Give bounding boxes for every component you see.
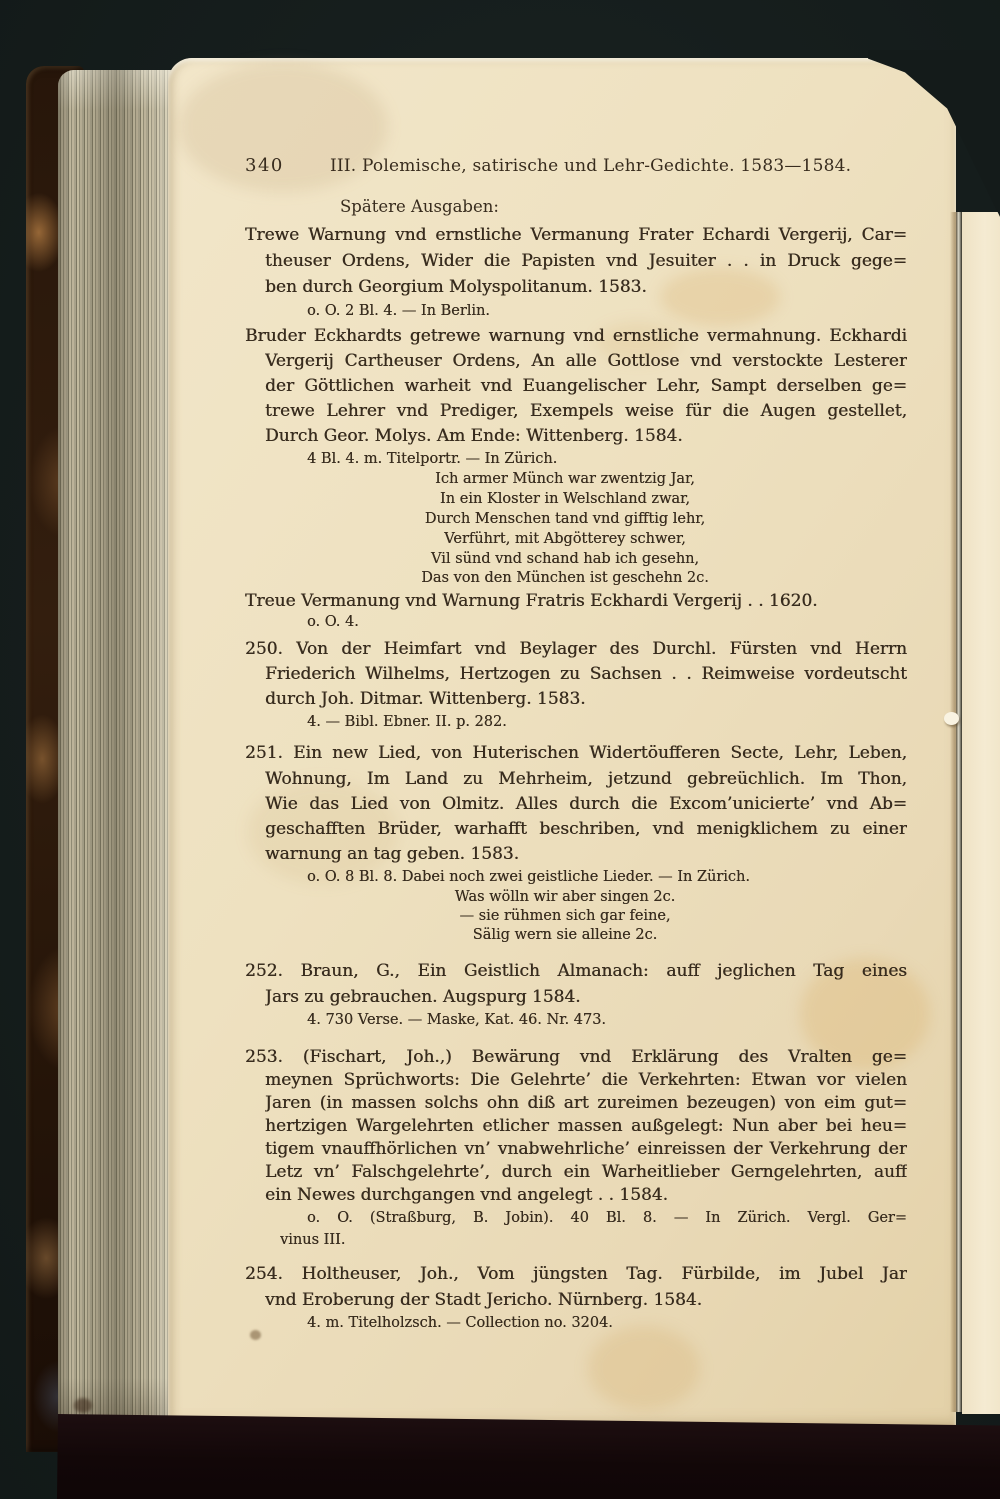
bib-line: Jars zu gebrauchen. Augspurg 1584. (265, 987, 581, 1007)
verse-line: Sälig wern sie alleine 2c. (472, 927, 658, 943)
verse-line: Was wölln wir aber singen 2c. (454, 889, 676, 905)
bib-line: der Göttlichen warheit vnd Euangelischer Lehr, Sampt derselben ge= (265, 376, 907, 396)
bib-line: Friederich Wilhelms, Hertzogen zu Sachsen . . Reimweise vordeutscht (265, 664, 907, 684)
bib-line: vnd Eroberung der Stadt Jericho. Nürnberg. 1584. (265, 1290, 703, 1310)
bib-line: meynen Sprüchworts: Die Gelehrte’ die Verkehrten: Etwan vor vielen (265, 1070, 907, 1090)
verse-line: Ich armer Münch war zwentzig Jar, (435, 471, 695, 487)
bib-note: o. O. 8 Bl. 8. Dabei noch zwei geistliche Lieder. — In Zürich. (307, 869, 750, 885)
bib-line: Jaren (in massen solchs ohn diß art zureimen bezeugen) von eim gut= (265, 1093, 907, 1113)
bib-note: o. O. 2 Bl. 4. — In Berlin. (307, 303, 490, 319)
bib-line: ein Newes durchgangen vnd angelegt . . 1584. (265, 1185, 668, 1205)
bib-line: ben durch Georgium Molyspolitanum. 1583. (265, 277, 647, 297)
bib-line: 252. Braun, G., Ein Geistlich Almanach: auff jeglichen Tag eines (245, 961, 907, 981)
bib-line: Treue Vermanung vnd Warnung Fratris Eckhardi Vergerij . . 1620. (245, 591, 818, 611)
page-text (245, 0, 907, 1499)
bib-note: 4 Bl. 4. m. Titelportr. — In Zürich. (307, 451, 558, 467)
bib-line: 250. Von der Heimfart vnd Beylager des Durchl. Fürsten vnd Herrn (245, 639, 907, 659)
bib-note: 4. m. Titelholzsch. — Collection no. 3204. (307, 1315, 613, 1331)
bib-line: Wie das Lied von Olmitz. Alles durch die Excom’unicierte’ vnd Ab= (265, 794, 907, 814)
bib-line: Letz vn’ Falschgelehrte’, durch ein Warheitlieber Gerngelehrten, auff (265, 1162, 907, 1182)
page-number: 340 (245, 155, 284, 176)
bib-line: 251. Ein new Lied, von Huterischen Widertöufferen Secte, Lehr, Leben, (245, 743, 907, 763)
section-heading: Spätere Ausgaben: (340, 197, 499, 216)
dark-speck (74, 1398, 92, 1413)
bib-note: 4. — Bibl. Ebner. II. p. 282. (307, 714, 507, 730)
bib-line: theuser Ordens, Wider die Papisten vnd Jesuiter . . in Druck gege= (265, 251, 907, 271)
verse-line: — sie rühmen sich gar feine, (459, 908, 671, 924)
bib-line: tigem vnauffhörlichen vn’ vnabwehrliche’ einreissen der Verkehrung der (265, 1139, 907, 1159)
verse-line: Das von den München ist geschehn 2c. (421, 570, 709, 586)
bib-note-continuation: vinus III. (280, 1232, 346, 1248)
paper-blemish (944, 712, 959, 725)
bib-line: Bruder Eckhardts getrewe warnung vnd ernstliche vermahnung. Eckhardi (245, 326, 907, 346)
bib-line: hertzigen Wargelehrten etlicher massen außgelegt: Nun aber bei heu= (265, 1116, 907, 1136)
bib-line: Vergerij Cartheuser Ordens, An alle Gottlose vnd verstockte Lesterer (265, 351, 907, 371)
bib-note: o. O. (Straßburg, B. Jobin). 40 Bl. 8. — In Zürich. Vergl. Ger= (307, 1210, 907, 1226)
bib-line: Trewe Warnung vnd ernstliche Vermanung Frater Echardi Vergerij, Car= (245, 225, 907, 245)
bib-line: trewe Lehrer vnd Prediger, Exempels weise für die Augen gestellet, (265, 401, 907, 421)
verse-line: Verführt, mit Abgötterey schwer, (444, 531, 686, 547)
verse-line: Vil sünd vnd schand hab ich gesehn, (430, 551, 700, 567)
page-edges-fan (58, 70, 180, 1432)
bib-note: o. O. 4. (307, 614, 359, 630)
bib-line: durch Joh. Ditmar. Wittenberg. 1583. (265, 689, 586, 709)
bib-line: warnung an tag geben. 1583. (265, 844, 519, 864)
running-header: III. Polemische, satirische und Lehr-Gedichte. 1583—1584. (330, 156, 852, 176)
gutter-crease (950, 212, 962, 1412)
bib-line: 254. Holtheuser, Joh., Vom jüngsten Tag. Fürbilde, im Jubel Jar (245, 1264, 907, 1284)
bib-line: Wohnung, Im Land zu Mehrheim, jetzund gebreüchlich. Im Thon, (265, 769, 907, 789)
bib-line: 253. (Fischart, Joh.,) Bewärung vnd Erklärung des Vralten ge= (245, 1047, 907, 1067)
bib-note: 4. 730 Verse. — Maske, Kat. 46. Nr. 473. (307, 1012, 606, 1028)
bib-line: Durch Geor. Molys. Am Ende: Wittenberg. 1584. (265, 426, 683, 446)
facing-page-sliver (962, 212, 1000, 1414)
page-edges-shading (58, 70, 180, 1432)
verse-line: In ein Kloster in Welschland zwar, (439, 491, 690, 507)
verse-line: Durch Menschen tand vnd gifftig lehr, (424, 511, 706, 527)
bib-line: geschafften Brüder, warhafft beschriben, vnd menigklichem zu einer (265, 819, 907, 839)
